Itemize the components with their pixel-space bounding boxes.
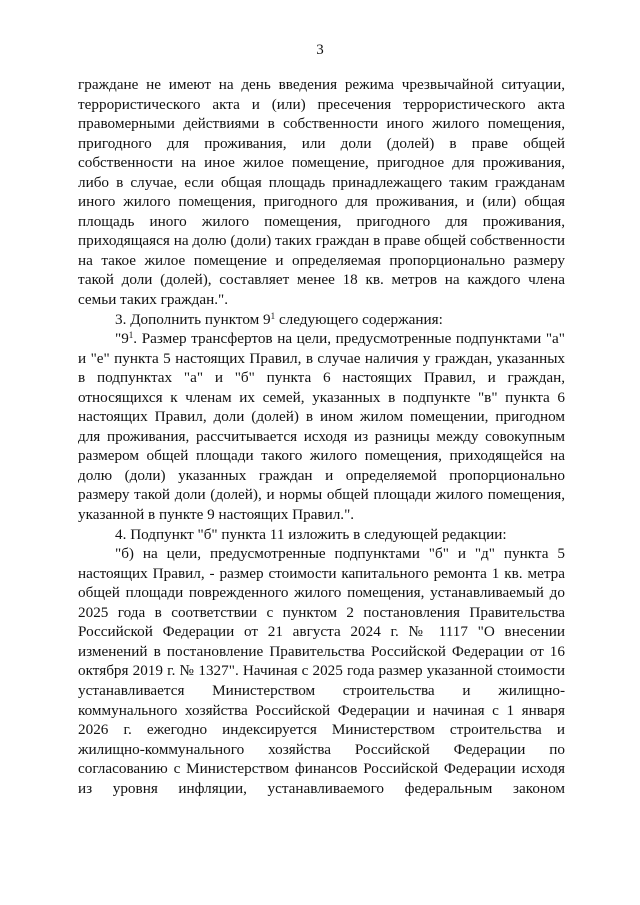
superscript: 1 — [270, 310, 276, 321]
paragraph-point-9-1 — [78, 329, 565, 524]
paragraph-point-9-1-text: . Размер трансфертов на цели, предусмотренные подпунктами "а" и "е" пункта 5 настоящих Правил, в случае наличия у граждан, указанных в подпунктах "а" и "б" пункта 6 настоящих Правил, и граждан, относящихся к членам их семей, указанных в подпункте "в" пункта 6 настоящих Правил, доли (долей) в ином жилом помещении, пригодном для проживания, рассчитывается исходя из разницы между совокупным размером общей площади такого жилого помещения, приходящейся на долю (доли) указанных граждан и определяемой пропорционально размеру такой доли (долей), и нормы общей площади жилого помещения, указанной в пункте 9 настоящих Правил.". — [78, 330, 565, 524]
paragraph-point-9-1-start: "9 — [115, 330, 129, 348]
paragraph-subitem-b: "б) на цели, предусмотренные подпунктами "б" и "д" пункта 5 настоящих Правил, - размер стоимости капитального ремонта 1 кв. метра общей площади поврежденного жилого помещения, устанавливаемый до 2025 года в соответствии с пунктом 2 постановления Правительства Российской Федерации от 21 августа 2024 г. № 1117 "О внесении изменений в постановление Правительства Российской Федерации от 16 октября 2019 г. № 1327". Начиная с 2025 года размер указанной стоимости устанавливается Министерством строительства и жилищно-коммунального хозяйства Российской Федерации и начиная с 1 января 2026 г. ежегодно индексируется Министерством строительства и жилищно-коммунального хозяйства Российской Федерации по согласованию с Министерством финансов Российской Федерации исходя из уровня инфляции, устанавливаемого федеральным законом — [78, 545, 565, 797]
superscript: 1 — [128, 330, 134, 341]
page-number: 3 — [316, 42, 324, 58]
document-body — [78, 75, 565, 798]
paragraph-item-3-text: 3. Дополнить пунктом 9 — [115, 310, 271, 328]
paragraph-continuation: граждане не имеют на день введения режима чрезвычайной ситуации, террористического акта и (или) пресечения террористического акта правомерными действиями в собственности иного жилого помещения, пригодного для проживания, или доли (долей) в праве общей собственности на иное жилое помещение, пригодное для проживания, либо в случае, если общая площадь принадлежащего таким гражданам иного жилого помещения, пригодного для проживания, и (или) общая площадь иного жилого помещения, пригодного для проживания, приходящаяся на долю (доли) таких граждан в праве общей собственности на такое жилое помещение и определяемая пропорционально размеру такой доли (долей), составляет менее 18 кв. метров на каждого члена семьи таких граждан.". — [78, 76, 565, 309]
paragraph-item-3-tail: следующего содержания: — [275, 310, 443, 328]
paragraph-item-4: 4. Подпункт "б" пункта 11 изложить в следующей редакции: — [115, 525, 507, 543]
paragraph-item-3 — [78, 310, 565, 330]
